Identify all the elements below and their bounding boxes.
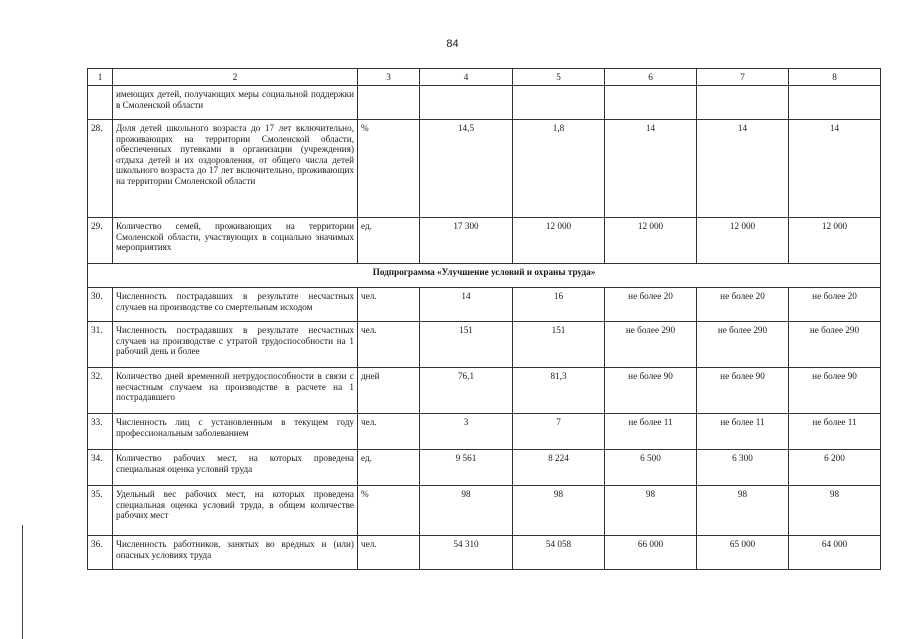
value-col8: не более 90 — [789, 368, 881, 414]
row-number: 33. — [88, 414, 113, 450]
value-col8: 6 200 — [789, 450, 881, 486]
column-header: 1 — [88, 69, 113, 86]
unit: дней — [358, 368, 420, 414]
row-number — [88, 86, 113, 120]
row-number: 32. — [88, 368, 113, 414]
table-row — [88, 322, 881, 368]
unit — [358, 86, 420, 120]
value-col7: 6 300 — [697, 450, 789, 486]
value-col4: 14,5 — [420, 120, 513, 218]
value-col7: 65 000 — [697, 536, 789, 570]
value-col4: 17 300 — [420, 218, 513, 264]
column-header: 4 — [420, 69, 513, 86]
table-row — [88, 486, 881, 536]
table-row — [88, 86, 881, 120]
value-col5: 98 — [513, 486, 605, 536]
column-header: 3 — [358, 69, 420, 86]
indicator-name: Доля детей школьного возраста до 17 лет включительно, проживающих на территории Смоленской области, обеспеченных путевками в организации (учреждения) отдыха детей и их оздоровления, от общего числа детей школьного возраста до 17 лет включительно, проживающих на территории Смоленской области — [113, 120, 358, 218]
value-col4: 151 — [420, 322, 513, 368]
value-col8: не более 11 — [789, 414, 881, 450]
value-col6 — [605, 86, 697, 120]
value-col6: 66 000 — [605, 536, 697, 570]
value-col4: 9 561 — [420, 450, 513, 486]
column-header: 2 — [113, 69, 358, 86]
value-col5: 16 — [513, 288, 605, 322]
row-number: 31. — [88, 322, 113, 368]
unit: чел. — [358, 322, 420, 368]
unit: ед. — [358, 218, 420, 264]
value-col6: 6 500 — [605, 450, 697, 486]
value-col7 — [697, 86, 789, 120]
table-row — [88, 536, 881, 570]
indicator-name: имеющих детей, получающих меры социальной поддержки в Смоленской области — [113, 86, 358, 120]
value-col4: 54 310 — [420, 536, 513, 570]
value-col6: не более 290 — [605, 322, 697, 368]
row-number: 29. — [88, 218, 113, 264]
value-col8: 64 000 — [789, 536, 881, 570]
page-number: 84 — [446, 38, 459, 50]
column-header: 7 — [697, 69, 789, 86]
table-row — [88, 368, 881, 414]
row-number: 30. — [88, 288, 113, 322]
subprogram-title: Подпрограмма «Улучшение условий и охраны труда» — [88, 264, 881, 288]
value-col8: 12 000 — [789, 218, 881, 264]
indicator-name: Удельный вес рабочих мест, на которых проведена специальная оценка условий труда, в общем количестве рабочих мест — [113, 486, 358, 536]
value-col6: 12 000 — [605, 218, 697, 264]
value-col8: 14 — [789, 120, 881, 218]
value-col5: 8 224 — [513, 450, 605, 486]
column-header: 6 — [605, 69, 697, 86]
value-col6: не более 90 — [605, 368, 697, 414]
indicator-name: Численность работников, занятых во вредных и (или) опасных условиях труда — [113, 536, 358, 570]
value-col4: 3 — [420, 414, 513, 450]
value-col5: 7 — [513, 414, 605, 450]
margin-line — [22, 525, 23, 639]
value-col5 — [513, 86, 605, 120]
row-number: 28. — [88, 120, 113, 218]
column-header: 5 — [513, 69, 605, 86]
indicator-name: Количество рабочих мест, на которых проведена специальная оценка условий труда — [113, 450, 358, 486]
unit: % — [358, 120, 420, 218]
subprogram-row — [88, 264, 881, 288]
value-col5: 54 058 — [513, 536, 605, 570]
value-col6: не более 20 — [605, 288, 697, 322]
unit: ед. — [358, 450, 420, 486]
value-col5: 12 000 — [513, 218, 605, 264]
value-col7: 12 000 — [697, 218, 789, 264]
column-header: 8 — [789, 69, 881, 86]
row-number: 34. — [88, 450, 113, 486]
row-number: 36. — [88, 536, 113, 570]
value-col4: 76,1 — [420, 368, 513, 414]
table-row — [88, 218, 881, 264]
indicator-name: Количество дней временной нетрудоспособности в связи с несчастным случаем на производстве в расчете на 1 пострадавшего — [113, 368, 358, 414]
value-col7: не более 90 — [697, 368, 789, 414]
row-number: 35. — [88, 486, 113, 536]
table-row — [88, 288, 881, 322]
value-col8: не более 20 — [789, 288, 881, 322]
indicator-name: Численность пострадавших в результате несчастных случаев на производстве со смертельным исходом — [113, 288, 358, 322]
value-col6: 98 — [605, 486, 697, 536]
value-col7: не более 20 — [697, 288, 789, 322]
table-row — [88, 120, 881, 218]
value-col6: 14 — [605, 120, 697, 218]
indicator-name: Численность пострадавших в результате несчастных случаев на производстве с утратой трудоспособности на 1 рабочий день и более — [113, 322, 358, 368]
value-col4: 14 — [420, 288, 513, 322]
unit: % — [358, 486, 420, 536]
value-col8: 98 — [789, 486, 881, 536]
value-col7: 98 — [697, 486, 789, 536]
unit: чел. — [358, 414, 420, 450]
value-col5: 81,3 — [513, 368, 605, 414]
column-number-row — [88, 69, 881, 86]
value-col4: 98 — [420, 486, 513, 536]
table-row — [88, 414, 881, 450]
unit: чел. — [358, 288, 420, 322]
value-col7: не более 290 — [697, 322, 789, 368]
value-col4 — [420, 86, 513, 120]
value-col7: 14 — [697, 120, 789, 218]
value-col8: не более 290 — [789, 322, 881, 368]
value-col5: 151 — [513, 322, 605, 368]
value-col7: не более 11 — [697, 414, 789, 450]
unit: чел. — [358, 536, 420, 570]
indicators-table — [87, 68, 881, 570]
value-col8 — [789, 86, 881, 120]
table-row — [88, 450, 881, 486]
indicator-name: Количество семей, проживающих на территории Смоленской области, участвующих в социально значимых мероприятиях — [113, 218, 358, 264]
indicator-name: Численность лиц с установленным в текущем году профессиональным заболеванием — [113, 414, 358, 450]
value-col6: не более 11 — [605, 414, 697, 450]
value-col5: 1,8 — [513, 120, 605, 218]
